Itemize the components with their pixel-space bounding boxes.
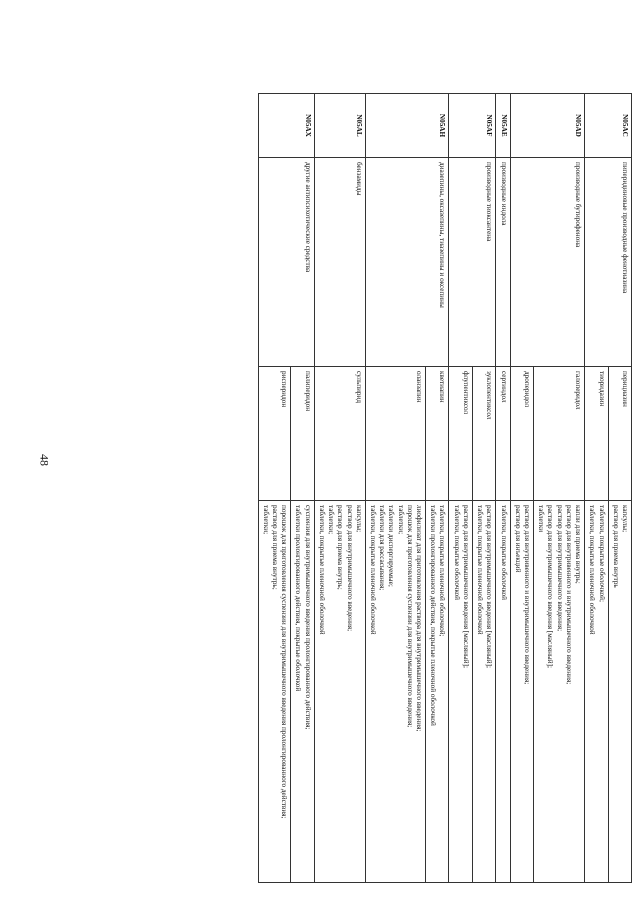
dosage-forms-cell — [291, 501, 314, 883]
table-row — [534, 94, 585, 883]
rotated-table-frame — [69, 93, 632, 883]
dosage-form-line: таблетки, покрытые пленочной оболочкой — [476, 505, 485, 635]
table-row — [426, 94, 449, 883]
dosage-forms-cell — [510, 501, 533, 883]
inn-cell: палиперидон — [291, 367, 314, 501]
dosage-form-line: таблетки; — [261, 505, 270, 535]
inn-cell: зуклопентиксол — [472, 367, 495, 501]
dosage-form-line: раствор для инъекций — [513, 505, 522, 573]
dosage-form-line: раствор для приема внутрь; — [336, 505, 345, 590]
dosage-form-line: таблетки, покрытые пленочной оболочкой — [317, 505, 326, 635]
dosage-form-line: таблетки, покрытые пленочной оболочкой; — [438, 505, 447, 637]
table-row — [496, 94, 510, 883]
dosage-form-line: таблетки — [537, 505, 546, 533]
table-row — [608, 94, 631, 883]
atc-code-cell: N05AD — [510, 94, 585, 158]
group-name-cell: диазепины, оксазепины, тиазепины и оксепины — [365, 158, 449, 367]
dosage-form-line: таблетки; — [327, 505, 336, 535]
atc-code-cell: N05AC — [585, 94, 632, 158]
dosage-form-line: таблетки, покрытые оболочкой; — [597, 505, 606, 602]
inn-cell: перициазин — [608, 367, 631, 501]
dosage-forms-cell — [534, 501, 585, 883]
dosage-form-line: таблетки, покрытые пленочной оболочкой — [588, 505, 597, 635]
atc-code-cell: N05AE — [496, 94, 510, 158]
table-row — [472, 94, 495, 883]
dosage-form-line: таблетки пролонгированного действия, покрытые оболочкой — [294, 505, 303, 692]
dosage-forms-cell — [496, 501, 510, 883]
dosage-form-line: таблетки, покрытые пленочной оболочкой — [368, 505, 377, 635]
dosage-form-line: порошок для приготовления суспензии для внутримышечного введения пролонгированного действия; — [280, 505, 289, 819]
dosage-forms-cell — [585, 501, 608, 883]
dosage-form-line: раствор для внутримышечного введения [масляный]; — [546, 505, 555, 668]
inn-cell: галоперидол — [534, 367, 585, 501]
table-row — [314, 94, 365, 883]
drug-classification-table — [258, 93, 632, 883]
dosage-forms-cell — [314, 501, 365, 883]
dosage-form-line: таблетки пролонгированного действия, покрытые пленочной оболочкой — [429, 505, 438, 726]
dosage-form-line: капсулы; — [354, 505, 363, 533]
group-name-cell: другие антипсихотические средства — [258, 158, 314, 367]
group-name-cell: пиперидиновые производные фенотиазина — [585, 158, 632, 367]
inn-cell: флупентиксол — [449, 367, 472, 501]
dosage-form-line: раствор для внутримышечного введения [масляный]; — [485, 505, 494, 668]
dosage-form-line: таблетки, покрытые оболочкой — [499, 505, 508, 600]
dosage-form-line: лиофилизат для приготовления раствора для внутримышечного введения; — [415, 505, 424, 732]
dosage-form-line: таблетки для рассасывания; — [378, 505, 387, 591]
group-name-cell: производные бутирофенона — [510, 158, 585, 367]
dosage-form-line: суспензия для внутримышечного введения пролонгированного действия; — [303, 505, 312, 730]
atc-code-cell: N05AF — [449, 94, 496, 158]
group-name-cell: производные тиоксантена — [449, 158, 496, 367]
dosage-forms-cell — [258, 501, 291, 883]
inn-cell: кветиапин — [426, 367, 449, 501]
group-name-cell: бензамиды — [314, 158, 365, 367]
atc-code-cell: N05AH — [365, 94, 449, 158]
dosage-form-line: раствор для внутримышечного введения; — [555, 505, 564, 632]
dosage-form-line: раствор для приема внутрь — [611, 505, 620, 588]
table-row — [291, 94, 314, 883]
inn-cell: рисперидон — [258, 367, 291, 501]
atc-code-cell: N05AX — [258, 94, 314, 158]
dosage-form-line: раствор для приема внутрь; — [271, 505, 279, 590]
dosage-forms-cell — [365, 501, 425, 883]
dosage-form-line: таблетки диспергируемые; — [387, 505, 396, 587]
page-number: 48 — [37, 454, 52, 466]
inn-cell: тиоридазин — [585, 367, 608, 501]
dosage-forms-cell — [426, 501, 449, 883]
dosage-form-line: раствор для внутримышечного введения; — [345, 505, 354, 632]
dosage-form-line: порошок для приготовления суспензии для внутримышечного введения; — [405, 505, 414, 728]
rotated-table-content — [69, 93, 632, 883]
atc-code-cell: N05AL — [314, 94, 365, 158]
group-name-cell: производные индола — [496, 158, 510, 367]
dosage-form-line: капсулы; — [621, 505, 629, 533]
inn-cell: сульпирид — [314, 367, 365, 501]
inn-cell: дроперидол — [510, 367, 533, 501]
dosage-forms-cell — [449, 501, 472, 883]
dosage-form-line: таблетки, покрытые оболочкой — [452, 505, 461, 600]
dosage-form-line: таблетки; — [396, 505, 405, 535]
dosage-form-line: раствор для внутривенного и внутримышечного введения; — [564, 505, 573, 685]
dosage-form-line: капли для приема внутрь; — [574, 505, 583, 584]
dosage-form-line: раствор для внутримышечного введения [масляный]; — [461, 505, 470, 668]
dosage-form-line: раствор для внутривенного и внутримышечного введения; — [523, 505, 532, 685]
dosage-forms-cell — [608, 501, 631, 883]
inn-cell: сертиндол — [496, 367, 510, 501]
inn-cell: оланзапин — [365, 367, 425, 501]
dosage-forms-cell — [472, 501, 495, 883]
